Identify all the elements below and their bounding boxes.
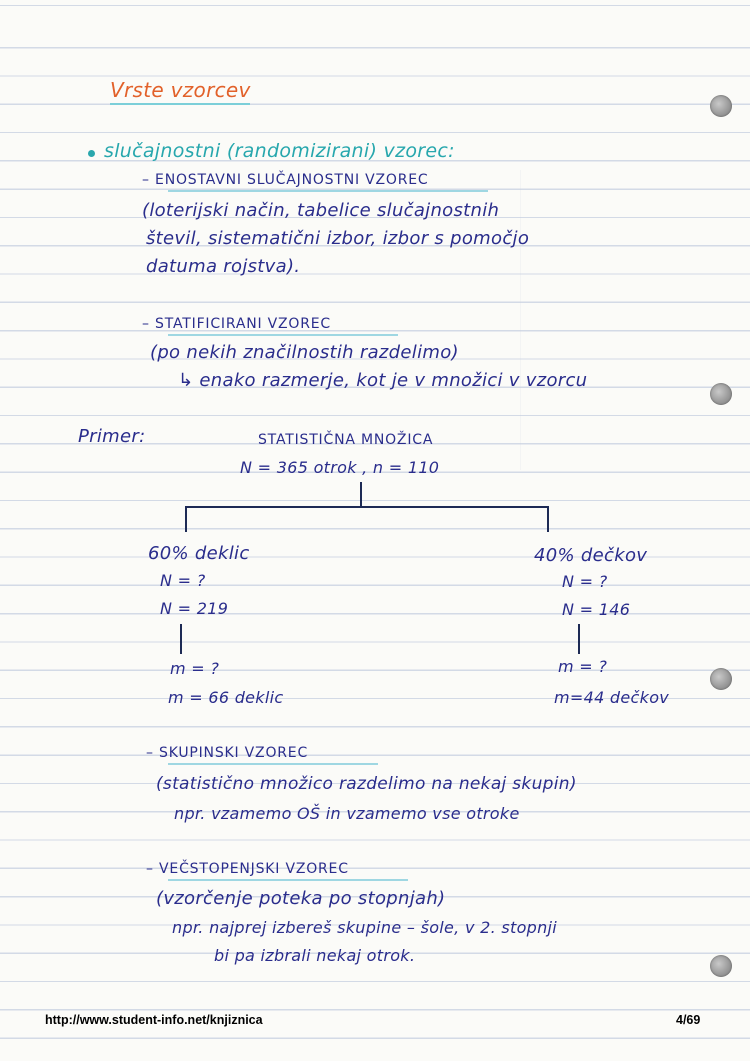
- example-root-title: STATISTIČNA MNOŽICA: [258, 432, 434, 448]
- section-heading: slučajnostni (randomizirani) vzorec:: [104, 140, 455, 162]
- heading-bullet: [88, 150, 95, 157]
- punch-hole-3: [710, 668, 732, 690]
- left-m-value: m = 66 deklic: [168, 688, 284, 707]
- right-n-question: N = ?: [562, 572, 608, 591]
- left-branch-connector: [180, 624, 182, 654]
- right-branch-connector: [578, 624, 580, 654]
- highlight-stratificirani: [168, 334, 398, 336]
- enostavni-line-2: števil, sistematični izbor, izbor s pomočjo: [146, 228, 530, 249]
- skupinski-line-1: (statistično množico razdelimo na nekaj skupin): [156, 774, 577, 794]
- page-title: Vrste vzorcev: [110, 78, 251, 102]
- left-branch-title: 60% deklic: [148, 543, 250, 564]
- right-m-value: m=44 dečkov: [554, 688, 670, 707]
- title-underline: [110, 103, 250, 105]
- vecstopenjski-line-1: (vzorčenje poteka po stopnjah): [156, 888, 446, 909]
- punch-hole-4: [710, 955, 732, 977]
- label-vecstopenjski: – VEČSTOPENJSKI VZOREC: [146, 861, 349, 877]
- footer-page-number: 4/69: [676, 1013, 701, 1027]
- left-m-question: m = ?: [170, 659, 220, 678]
- footer-url[interactable]: http://www.student-info.net/knjiznica: [45, 1013, 263, 1027]
- tree-right-drop: [547, 506, 549, 532]
- left-n-question: N = ?: [160, 571, 206, 590]
- right-m-question: m = ?: [558, 657, 608, 676]
- vecstopenjski-line-3: bi pa izbrali nekaj otrok.: [214, 946, 416, 965]
- punch-hole-1: [710, 95, 732, 117]
- tree-left-drop: [185, 506, 187, 532]
- left-n-value: N = 219: [160, 599, 229, 618]
- right-branch-title: 40% dečkov: [534, 545, 648, 566]
- vecstopenjski-line-2: npr. najprej izbereš skupine – šole, v 2. stopnji: [172, 918, 558, 937]
- highlight-enostavni: [168, 190, 488, 192]
- highlight-skupinski: [168, 763, 378, 765]
- enostavni-line-3: datuma rojstva).: [146, 256, 301, 277]
- example-label: Primer:: [78, 426, 146, 447]
- stratificirani-line-1: (po nekih značilnostih razdelimo): [150, 342, 459, 363]
- label-enostavni: – ENOSTAVNI SLUČAJNOSTNI VZOREC: [142, 172, 429, 188]
- enostavni-line-1: (loterijski način, tabelice slučajnostnih: [142, 200, 500, 221]
- tree-stem: [360, 482, 362, 508]
- label-skupinski: – SKUPINSKI VZOREC: [146, 745, 309, 761]
- example-root-values: N = 365 otrok , n = 110: [240, 458, 440, 477]
- right-n-value: N = 146: [562, 600, 631, 619]
- skupinski-line-2: npr. vzamemo OŠ in vzamemo vse otroke: [174, 804, 520, 823]
- label-stratificirani: – STATIFICIRANI VZOREC: [142, 316, 331, 332]
- bleed-through-shadow: [520, 170, 721, 470]
- tree-crossbar: [185, 506, 549, 508]
- punch-hole-2: [710, 383, 732, 405]
- highlight-vecstopenjski: [168, 879, 408, 881]
- stratificirani-line-2: ↳ enako razmerje, kot je v množici v vzorcu: [178, 370, 588, 391]
